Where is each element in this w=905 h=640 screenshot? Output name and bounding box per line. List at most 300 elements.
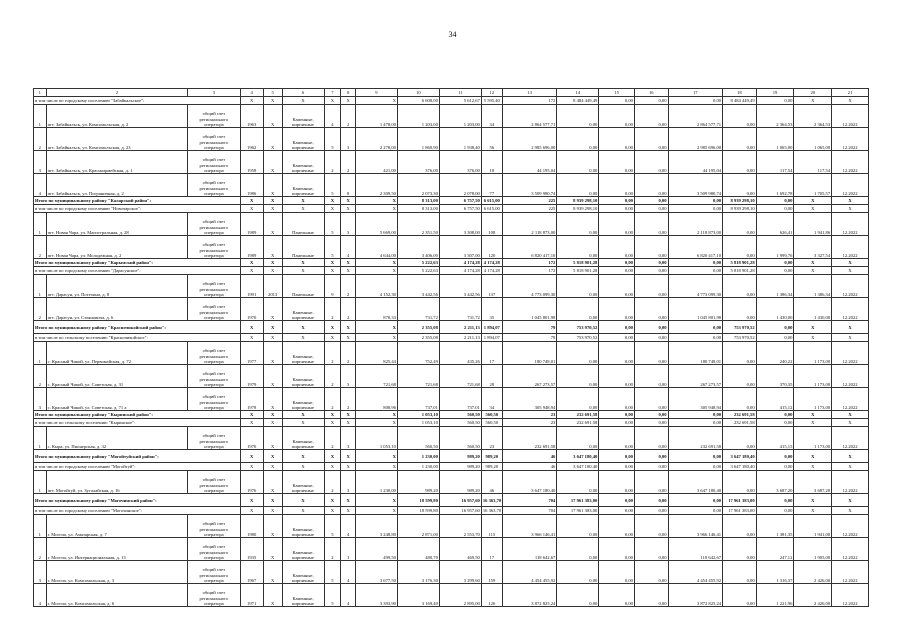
column-number: 11 — [439, 89, 481, 97]
numeric-cell: 737,01 — [397, 388, 439, 411]
numeric-cell: X — [341, 494, 356, 507]
numeric-cell: 721,68 — [397, 365, 439, 388]
numeric-cell: 0,00 — [756, 259, 794, 267]
numeric-cell: 4 454 455,92 — [502, 561, 557, 584]
numeric-cell: 5 595,40 — [481, 97, 502, 105]
numeric-cell: 0,00 — [756, 197, 794, 205]
numeric-cell: X — [355, 267, 397, 275]
numeric-cell: 16 957,60 — [439, 494, 481, 507]
fund-source-cell: общий счет регионального оператора — [188, 561, 240, 584]
numeric-cell: 1 053,10 — [397, 419, 439, 427]
numeric-cell: 0,00 — [557, 298, 599, 321]
fund-source-cell: общий счет регионального оператора — [188, 365, 240, 388]
numeric-cell: 0,00 — [723, 538, 757, 561]
wall-material-cell: Каменные, кирпичные — [282, 471, 324, 494]
column-number: 1 — [34, 89, 47, 97]
table-cell: 115 — [481, 515, 502, 538]
subtotal-label: в том числе по городскому поселению "Забайкальское": — [34, 97, 241, 105]
building-row — [34, 388, 869, 411]
table-cell: 2 — [324, 471, 341, 494]
numeric-cell: 4 152,30 — [355, 275, 397, 298]
numeric-cell: 0,00 — [557, 236, 599, 259]
numeric-cell: 0,00 — [634, 365, 668, 388]
table-cell: 3 — [341, 427, 356, 450]
numeric-cell: 2 364,53 — [794, 105, 832, 128]
numeric-cell: 560,50 — [481, 411, 502, 419]
numeric-cell: 1 941,86 — [794, 213, 832, 236]
numeric-cell: 232 691,58 — [723, 411, 757, 419]
numeric-cell: X — [832, 267, 869, 275]
column-number: 15 — [599, 89, 635, 97]
subtotal-label: в том числе по городскому поселению "Новочарское": — [34, 205, 241, 213]
table-cell: X — [263, 342, 282, 365]
numeric-cell: X — [341, 507, 356, 515]
numeric-cell: 1 894,07 — [481, 321, 502, 334]
numeric-cell: 5 222,63 — [397, 267, 439, 275]
address-cell: с. Кыра, ул. Пионерская, д. 32 — [46, 427, 188, 450]
numeric-cell: X — [832, 97, 869, 105]
table-cell: 2 — [341, 298, 356, 321]
numeric-cell: 3 176,30 — [397, 561, 439, 584]
numeric-cell: 870,33 — [355, 298, 397, 321]
table-cell: 2 — [324, 298, 341, 321]
building-row — [34, 561, 869, 584]
numeric-cell: X — [240, 494, 263, 507]
numeric-cell: 0,00 — [557, 275, 599, 298]
address-cell: с. Красный Чикой, ул. Советская, д. 31 — [46, 365, 188, 388]
row-number: 1 — [34, 471, 47, 494]
table-cell: 3 — [341, 213, 356, 236]
column-number: 8 — [341, 89, 356, 97]
total-label: Итого по муниципальному району "Могойтуйский район": — [34, 450, 241, 463]
numeric-cell: 1 941,00 — [794, 515, 832, 538]
numeric-cell: X — [355, 334, 397, 342]
wall-material-cell: Каменные, кирпичные — [282, 174, 324, 197]
numeric-cell: 626,41 — [756, 213, 794, 236]
numeric-cell: 46 — [502, 463, 557, 471]
row-number: 3 — [34, 388, 47, 411]
numeric-cell: 0,00 — [756, 450, 794, 463]
numeric-cell: 2 864 577,71 — [668, 105, 723, 128]
numeric-cell: 1 053,10 — [355, 427, 397, 450]
numeric-cell: 0,00 — [668, 97, 723, 105]
numeric-cell: 0,00 — [599, 236, 635, 259]
table-cell: 12.2022 — [832, 471, 869, 494]
wall-material-cell: Каменные, кирпичные — [282, 151, 324, 174]
address-cell: г. Могоча, ул. Амазарская, д. 7 — [46, 515, 188, 538]
table-cell: 12.2022 — [832, 388, 869, 411]
numeric-cell: 16 957,60 — [439, 507, 481, 515]
fund-source-cell: общий счет регионального оператора — [188, 275, 240, 298]
numeric-cell: 2 895,00 — [439, 584, 481, 607]
table-cell: 12.2022 — [832, 298, 869, 321]
numeric-cell: 3 442,56 — [397, 275, 439, 298]
numeric-cell: X — [832, 419, 869, 427]
table-cell: 2 — [341, 342, 356, 365]
numeric-cell: 3 327,54 — [794, 236, 832, 259]
table-cell: 1979 — [240, 365, 263, 388]
numeric-cell: 3 169,40 — [397, 584, 439, 607]
table-cell: 12.2022 — [832, 105, 869, 128]
table-cell: 1 — [341, 538, 356, 561]
numeric-cell: 753 970,52 — [557, 321, 599, 334]
table-cell: 1989 — [240, 213, 263, 236]
table-cell: X — [263, 213, 282, 236]
building-row — [34, 236, 869, 259]
numeric-cell: 0,00 — [634, 342, 668, 365]
numeric-cell: 0,00 — [599, 298, 635, 321]
numeric-cell: 376,00 — [439, 151, 481, 174]
numeric-cell: 1 938,40 — [439, 128, 481, 151]
numeric-cell: 753 970,52 — [557, 334, 599, 342]
numeric-cell: X — [832, 197, 869, 205]
numeric-cell: 0,00 — [723, 151, 757, 174]
numeric-cell: 172 — [502, 97, 557, 105]
numeric-cell: X — [832, 507, 869, 515]
address-cell: пгт. Забайкальск, ул. Пограничная, д. 2 — [46, 174, 188, 197]
wall-material-cell: Каменные, кирпичные — [282, 515, 324, 538]
table-cell: X — [263, 584, 282, 607]
district-total-row — [34, 259, 869, 267]
building-row — [34, 515, 869, 538]
numeric-cell: 3 248,80 — [355, 515, 397, 538]
numeric-cell: 0,00 — [756, 411, 794, 419]
numeric-cell: 2 078,00 — [439, 174, 481, 197]
numeric-cell: 0,00 — [557, 365, 599, 388]
row-number: 1 — [34, 427, 47, 450]
numeric-cell: 172 — [502, 267, 557, 275]
table-cell: 4 — [341, 561, 356, 584]
numeric-cell: X — [355, 507, 397, 515]
numeric-cell: 4 174,28 — [439, 259, 481, 267]
numeric-cell: 0,00 — [599, 365, 635, 388]
address-cell: пгт. Дарасун, ул. Потехина, д. 8 — [46, 275, 188, 298]
numeric-cell: X — [240, 507, 263, 515]
numeric-cell: 0,00 — [634, 105, 668, 128]
numeric-cell: 2 118 873,00 — [502, 213, 557, 236]
numeric-cell: 0,00 — [557, 561, 599, 584]
numeric-cell: X — [282, 411, 324, 419]
numeric-cell: 2 426,00 — [794, 561, 832, 584]
numeric-cell: 8 939 298,10 — [723, 205, 757, 213]
numeric-cell: 0,00 — [723, 275, 757, 298]
numeric-cell: X — [341, 463, 356, 471]
numeric-cell: 753 970,52 — [723, 334, 757, 342]
table-cell: 4 — [324, 105, 341, 128]
numeric-cell: 2 211,13 — [439, 321, 481, 334]
numeric-cell: 2 364,53 — [756, 105, 794, 128]
numeric-cell: X — [355, 411, 397, 419]
numeric-cell: 5 222,63 — [397, 259, 439, 267]
numeric-cell: 2 864 577,71 — [502, 105, 557, 128]
numeric-cell: 0,00 — [668, 267, 723, 275]
numeric-cell: 2 118 873,00 — [668, 213, 723, 236]
total-label: Итого по муниципальному району "Кыринский район": — [34, 411, 241, 419]
numeric-cell: 2 553,70 — [439, 515, 481, 538]
table-cell: 1991 — [240, 275, 263, 298]
numeric-cell: 0,00 — [634, 321, 668, 334]
numeric-cell: 5 612,67 — [439, 97, 481, 105]
table-cell: 2 — [324, 365, 341, 388]
table-cell: 4 — [341, 584, 356, 607]
numeric-cell: 0,00 — [634, 259, 668, 267]
numeric-cell: 753 970,52 — [723, 321, 757, 334]
numeric-cell: 267 273,57 — [668, 365, 723, 388]
settlement-subtotal-row — [34, 205, 869, 213]
table-cell: 12.2022 — [832, 365, 869, 388]
numeric-cell: X — [240, 411, 263, 419]
numeric-cell: X — [282, 494, 324, 507]
table-cell: 34 — [481, 388, 502, 411]
numeric-cell: 0,00 — [599, 584, 635, 607]
repair-program-table — [33, 88, 869, 607]
numeric-cell: 5 818 901,28 — [723, 259, 757, 267]
numeric-cell: 989,20 — [439, 450, 481, 463]
table-cell: X — [263, 128, 282, 151]
column-number: 9 — [355, 89, 397, 97]
numeric-cell: 0,00 — [634, 419, 668, 427]
wall-material-cell: Каменные, кирпичные — [282, 538, 324, 561]
subtotal-label: в том числе по городскому поселению "Дарасунское": — [34, 267, 241, 275]
row-number: 4 — [34, 584, 47, 607]
table-cell: 5 — [324, 128, 341, 151]
numeric-cell: 989,20 — [397, 471, 439, 494]
numeric-cell: 0,00 — [723, 388, 757, 411]
numeric-cell: 560,50 — [439, 419, 481, 427]
numeric-cell: 0,00 — [557, 471, 599, 494]
numeric-cell: X — [263, 419, 282, 427]
district-total-row — [34, 450, 869, 463]
table-cell: 1970 — [240, 298, 263, 321]
table-cell: 35 — [481, 298, 502, 321]
table-cell: 2 — [324, 538, 341, 561]
numeric-cell: 0,00 — [634, 213, 668, 236]
table-cell: X — [263, 538, 282, 561]
table-cell: 17 — [481, 342, 502, 365]
total-label: Итого по муниципальному району "Карымский район": — [34, 259, 241, 267]
numeric-cell: 0,00 — [634, 197, 668, 205]
fund-source-cell: общий счет регионального оператора — [188, 471, 240, 494]
building-row — [34, 298, 869, 321]
numeric-cell: X — [324, 267, 341, 275]
address-cell: пгт. Забайкальск, ул. Комсомольская, д. 2 — [46, 105, 188, 128]
numeric-cell: X — [240, 197, 263, 205]
numeric-cell: 0,00 — [634, 128, 668, 151]
numeric-cell: X — [263, 205, 282, 213]
numeric-cell: 0,00 — [599, 97, 635, 105]
numeric-cell: 415,12 — [756, 388, 794, 411]
table-cell: X — [263, 174, 282, 197]
numeric-cell: 0,00 — [634, 174, 668, 197]
column-number: 4 — [240, 89, 263, 97]
numeric-cell: X — [282, 197, 324, 205]
numeric-cell: 305 948,94 — [668, 388, 723, 411]
numeric-cell: 1 692,78 — [756, 174, 794, 197]
numeric-cell: 4 174,28 — [439, 267, 481, 275]
table-cell: 3 — [341, 471, 356, 494]
numeric-cell: X — [282, 267, 324, 275]
numeric-cell: 0,00 — [599, 321, 635, 334]
numeric-cell: 2 351,50 — [397, 213, 439, 236]
numeric-cell: X — [832, 450, 869, 463]
building-row — [34, 427, 869, 450]
settlement-subtotal-row — [34, 463, 869, 471]
numeric-cell: 0,00 — [599, 275, 635, 298]
numeric-cell: 1 386,34 — [756, 275, 794, 298]
table-cell: 12.2022 — [832, 584, 869, 607]
fund-source-cell: общий счет регионального оператора — [188, 151, 240, 174]
numeric-cell: 1 173,00 — [794, 427, 832, 450]
numeric-cell: 0,00 — [668, 334, 723, 342]
numeric-cell: 0,00 — [723, 515, 757, 538]
numeric-cell: X — [324, 450, 341, 463]
numeric-cell: 376,00 — [397, 151, 439, 174]
table-cell: 12.2022 — [832, 561, 869, 584]
numeric-cell: 0,00 — [668, 411, 723, 419]
numeric-cell: 0,00 — [634, 507, 668, 515]
numeric-cell: 2 278,00 — [355, 128, 397, 151]
numeric-cell: X — [240, 267, 263, 275]
district-total-row — [34, 197, 869, 205]
numeric-cell: 3 647 180,40 — [557, 463, 599, 471]
numeric-cell: X — [324, 411, 341, 419]
numeric-cell: 0,00 — [599, 515, 635, 538]
numeric-cell: 17 961 383,00 — [723, 494, 757, 507]
numeric-cell: 16 363,70 — [481, 494, 502, 507]
fund-source-cell: общий счет регионального оператора — [188, 538, 240, 561]
numeric-cell: 6 757,50 — [439, 197, 481, 205]
numeric-cell: X — [794, 411, 832, 419]
numeric-cell: X — [324, 463, 341, 471]
numeric-cell: 1 860,90 — [397, 128, 439, 151]
numeric-cell: 79 — [502, 334, 557, 342]
numeric-cell: 0,00 — [634, 584, 668, 607]
column-number: 13 — [502, 89, 557, 97]
numeric-cell: 3 966 146,41 — [502, 515, 557, 538]
numeric-cell: 3 308,00 — [439, 213, 481, 236]
numeric-cell: 0,00 — [634, 236, 668, 259]
numeric-cell: X — [324, 321, 341, 334]
numeric-cell: 3 647 180,40 — [723, 463, 757, 471]
table-cell: 46 — [481, 471, 502, 494]
numeric-cell: 560,50 — [439, 427, 481, 450]
numeric-cell: X — [324, 205, 341, 213]
numeric-cell: 0,00 — [599, 334, 635, 342]
numeric-cell: 1 065,00 — [794, 128, 832, 151]
numeric-cell: 0,00 — [599, 174, 635, 197]
numeric-cell: 2 309,50 — [355, 174, 397, 197]
numeric-cell: 0,00 — [723, 213, 757, 236]
table-cell: 12.2022 — [832, 236, 869, 259]
numeric-cell: 0,00 — [756, 97, 794, 105]
numeric-cell: 0,00 — [599, 463, 635, 471]
numeric-cell: 0,00 — [599, 342, 635, 365]
numeric-cell: X — [832, 205, 869, 213]
numeric-cell: X — [240, 334, 263, 342]
numeric-cell: 1 221,96 — [756, 584, 794, 607]
total-label: Итого по муниципальному району "Могочинский район": — [34, 494, 241, 507]
numeric-cell: 0,00 — [668, 205, 723, 213]
numeric-cell: 16 363,70 — [482, 508, 502, 513]
numeric-cell: X — [282, 97, 324, 105]
numeric-cell: 704 — [502, 507, 557, 515]
numeric-cell: 6 615,00 — [481, 197, 502, 205]
numeric-cell: 1 173,00 — [794, 365, 832, 388]
table-cell: 1962 — [240, 128, 263, 151]
numeric-cell: X — [794, 321, 832, 334]
numeric-cell: X — [324, 494, 341, 507]
table-cell: 12.2022 — [832, 128, 869, 151]
fund-source-cell: общий счет регионального оператора — [188, 105, 240, 128]
table-cell: 56 — [481, 128, 502, 151]
numeric-cell: X — [794, 419, 832, 427]
numeric-cell: 731,72 — [439, 298, 481, 321]
numeric-cell: 0,00 — [634, 97, 668, 105]
numeric-cell: X — [324, 197, 341, 205]
numeric-cell: 0,00 — [599, 494, 635, 507]
numeric-cell: 18 599,80 — [397, 494, 439, 507]
numeric-cell: 0,00 — [599, 105, 635, 128]
numeric-cell: 6 820 417,10 — [668, 236, 723, 259]
building-row — [34, 105, 869, 128]
numeric-cell: 0,00 — [599, 538, 635, 561]
building-row — [34, 174, 869, 197]
table-cell: 77 — [481, 174, 502, 197]
numeric-cell: X — [341, 259, 356, 267]
numeric-cell: X — [263, 259, 282, 267]
numeric-cell: 5 818 901,28 — [723, 267, 757, 275]
numeric-cell: 1 230,00 — [397, 463, 439, 471]
numeric-cell: 0,00 — [599, 419, 635, 427]
numeric-cell: 737,01 — [439, 388, 481, 411]
numeric-cell: 721,68 — [355, 365, 397, 388]
numeric-cell: 180 748,01 — [668, 342, 723, 365]
row-number: 2 — [34, 128, 47, 151]
fund-source-cell: общий счет регионального оператора — [188, 236, 240, 259]
numeric-cell: 0,00 — [756, 419, 794, 427]
numeric-cell: 1 203,00 — [397, 105, 439, 128]
numeric-cell: 0,00 — [723, 105, 757, 128]
numeric-cell: 0,00 — [599, 427, 635, 450]
numeric-cell: 0,00 — [557, 128, 599, 151]
fund-source-cell: общий счет регионального оператора — [188, 174, 240, 197]
numeric-cell: 0,00 — [557, 342, 599, 365]
row-number: 1 — [34, 515, 47, 538]
numeric-cell: X — [832, 411, 869, 419]
table-cell: 5 — [324, 236, 341, 259]
numeric-cell: 305 948,94 — [502, 388, 557, 411]
settlement-subtotal-row — [34, 97, 869, 105]
wall-material-cell: Каменные, кирпичные — [282, 427, 324, 450]
numeric-cell: X — [263, 321, 282, 334]
numeric-cell: X — [341, 411, 356, 419]
table-cell: 1935 — [240, 538, 263, 561]
subtotal-label: в том числе по сельскому поселению "Кыринское": — [34, 419, 241, 427]
table-cell: 28 — [481, 365, 502, 388]
numeric-cell: 480,70 — [397, 538, 439, 561]
numeric-cell: X — [324, 259, 341, 267]
address-cell: г. Могоча, ул. Интернациональная, д. 13 — [46, 538, 188, 561]
column-number: 19 — [756, 89, 794, 97]
numeric-cell: 0,00 — [634, 463, 668, 471]
address-cell: пгт. Забайкальск, ул. Красноармейская, д. 1 — [46, 151, 188, 174]
numeric-cell: 989,20 — [481, 450, 502, 463]
table-cell: X — [263, 471, 282, 494]
numeric-cell: 0,00 — [634, 561, 668, 584]
numeric-cell: 117,54 — [794, 151, 832, 174]
table-cell: X — [263, 561, 282, 584]
numeric-cell: 17 961 383,00 — [557, 507, 599, 515]
